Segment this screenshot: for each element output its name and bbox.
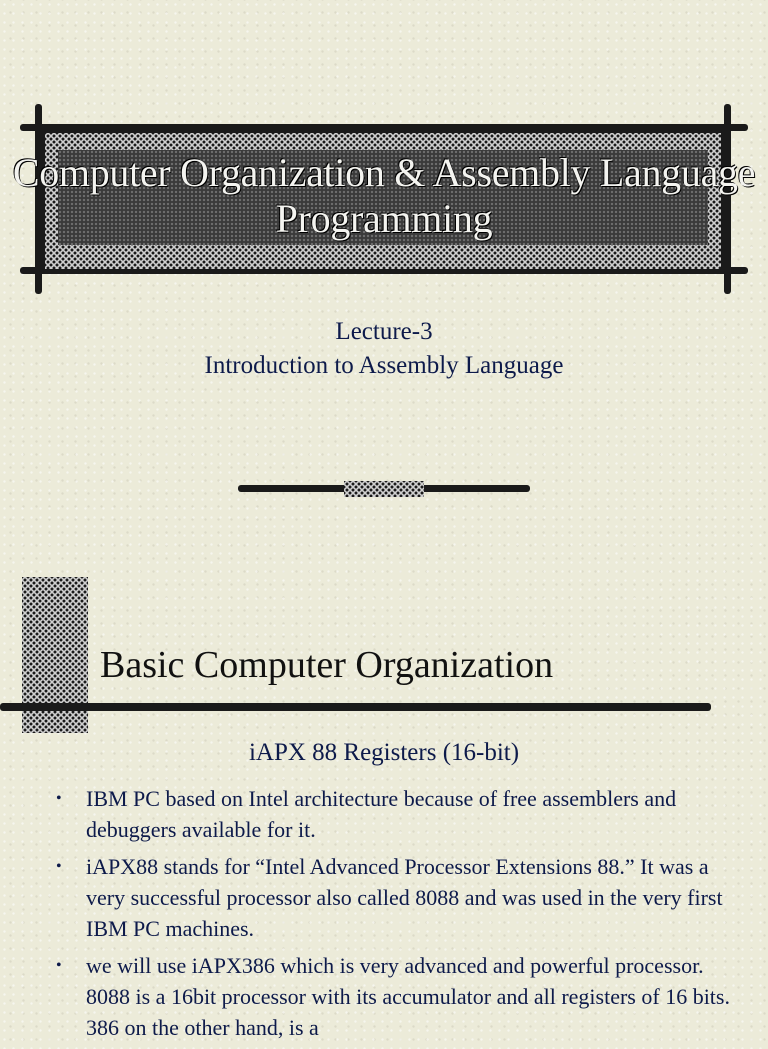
content-slide — [0, 540, 768, 1040]
list-item — [56, 851, 746, 944]
bullet-list — [56, 783, 746, 1049]
bullet-text: we will use iAPX386 which is very advanced and powerful processor. 8088 is a 16bit processor with its accumulator and all registers of 16 bits. 386 on the other hand, is a — [86, 953, 730, 1040]
bullet-text: iAPX88 stands for “Intel Advanced Processor Extensions 88.” It was a very successful processor also called 8088 and was used in the very first IBM PC machines. — [86, 854, 723, 941]
divider-pattern — [344, 481, 424, 497]
bullet-icon: • — [56, 858, 62, 875]
list-item — [56, 950, 746, 1043]
subtitle-block — [0, 315, 768, 383]
slide-title: Computer Organization & Assembly Language Programming — [12, 150, 756, 241]
bullet-icon: • — [56, 790, 62, 807]
slide-heading: Basic Computer Organization — [100, 644, 554, 686]
section-subheading: iAPX 88 Registers (16-bit) — [248, 739, 520, 766]
heading-underline — [0, 703, 711, 711]
lecture-number: Lecture-3 — [335, 318, 433, 345]
bullet-text: IBM PC based on Intel architecture because of free assemblers and debuggers available for it. — [86, 786, 677, 842]
list-item — [56, 783, 746, 845]
bullet-icon: • — [56, 957, 62, 974]
lecture-topic: Introduction to Assembly Language — [204, 352, 564, 379]
